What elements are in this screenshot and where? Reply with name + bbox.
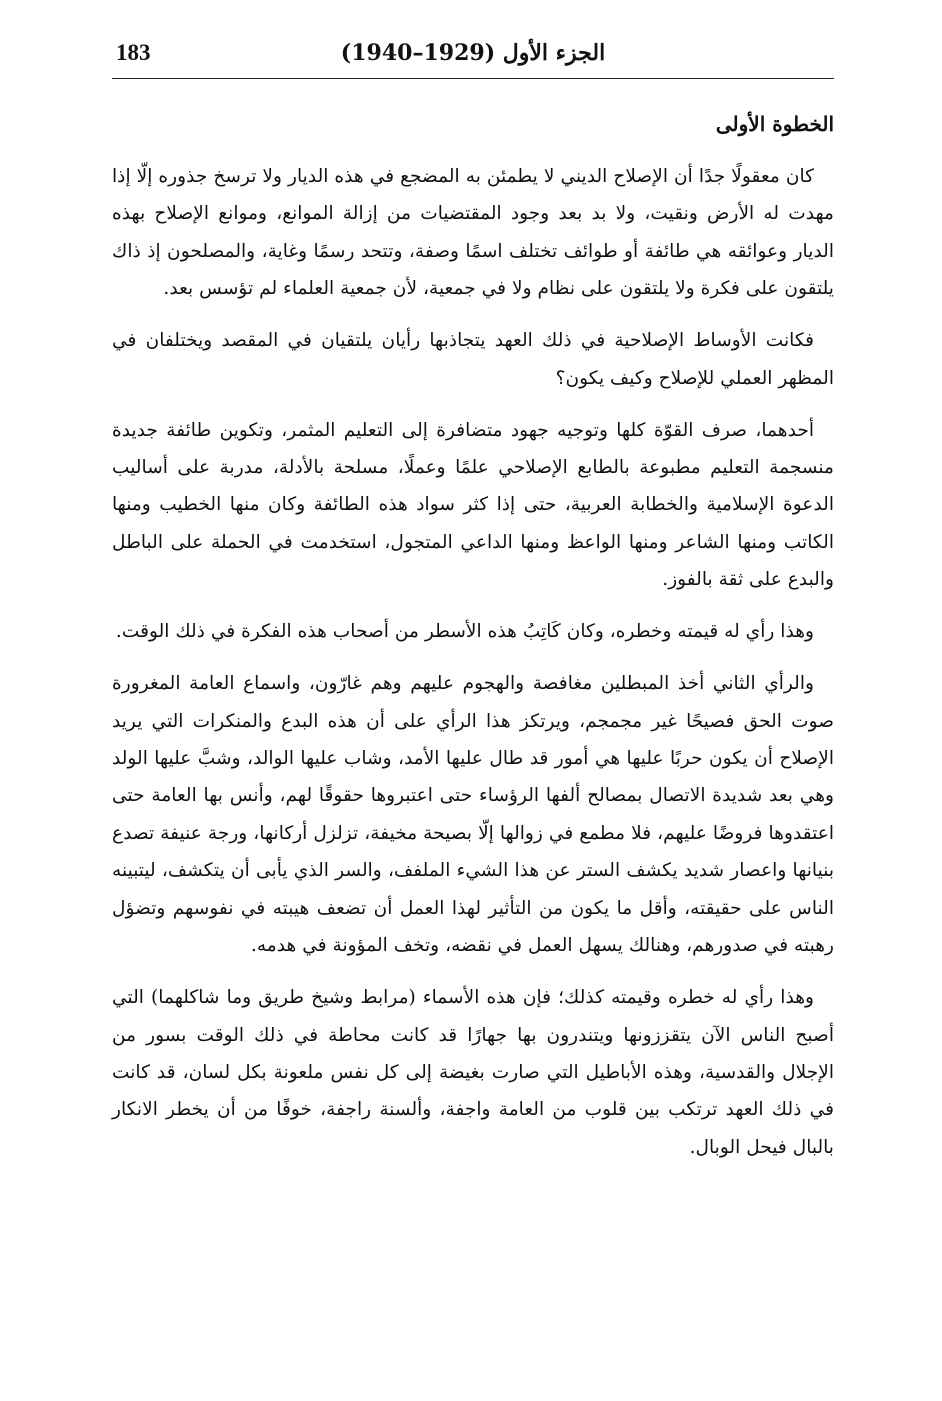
paragraph-1: كان معقولًا جدًا أن الإصلاح الديني لا يطمئن به المضجع في هذه الديار ولا ترسخ جذوره إلّا إذا مهدت له الأرض ونقيت، ولا بد بعد وجود المقتضيات من إزالة الموانع، وموانع الإصلاح بهذه الديار وعوائقه هي طائفة أو طوائف تختلف اسمًا وصفة، وتتحد رسمًا وغاية، والمصلحون إذ ذاك يلتقون على فكرة ولا يلتقون على نظام ولا في جمعية، لأن جمعية العلماء لم تؤسس بعد. [112, 166, 834, 300]
paragraph-6: وهذا رأي له خطره وقيمته كذلك؛ فإن هذه الأسماء (مرابط وشيخ طريق وما شاكلهما) التي أصبح الناس الآن يتقززونها ويتندرون بها جهارًا قد كانت محاطة في ذلك الوقت بسور من الإجلال والقدسية، وهذه الأباطيل التي صارت بغيضة إلى كل نفس ملعونة بكل لسان، قد كانت في ذلك العهد ترتكب بين قلوب من العامة واجفة، وألسنة راجفة، خوفًا من أن يخطر الانكار بالبال فيحل الوبال. [112, 987, 834, 1158]
paragraph-5: والرأي الثاني أخذ المبطلين مغافصة والهجوم عليهم وهم غارّون، واسماع العامة المغرورة صوت الحق فصيحًا غير مجمجم، ويرتكز هذا الرأي على أن هذه البدع والمنكرات التي يريد الإصلاح أن يكون حربًا عليها هي أمور قد طال عليها الأمد، وشاب عليها الوالد، وشبَّ عليها الولد وهي بعد شديدة الاتصال بمصالح ألفها الرؤساء حتى اعتبروها حقوقًا لهم، وأنس بها العامة حتى اعتقدوها فروضًا عليهم، فلا مطمع في زوالها إلّا بصيحة مخيفة، تزلزل أركانها، ورجة عنيفة تصدع بنيانها واعصار شديد يكشف الستر عن هذا الشيء الملفف، والسر الذي يأبى أن يتكشف، ليتبينه الناس على حقيقته، وأقل ما يكون من التأثير لهذا العمل أن تضعف هيبته في نفوسهم وتضؤل رهبته في صدورهم، وهنالك يسهل العمل في نقضه، وتخف المؤونة في هدمه. [112, 673, 834, 957]
paragraph-3: أحدهما، صرف القوّة كلها وتوجيه جهود متضافرة إلى التعليم المثمر، وتكوين طائفة جديدة منسجمة التعليم مطبوعة بالطابع الإصلاحي علمًا وعملًا، مسلحة بالأدلة، مدربة على أساليب الدعوة الإسلامية والخطابة العربية، حتى إذا كثر سواد هذه الطائفة وكان منها الخطيب ومنها الكاتب ومنها الشاعر ومنها الواعظ ومنها الداعي المتجول، استخدمت في الحملة على الباطل والبدع على ثقة بالفوز. [112, 419, 834, 591]
page-body [112, 108, 834, 1181]
paragraph-4: وهذا رأي له قيمته وخطره، وكان كَاتِبُ هذه الأسطر من أصحاب هذه الفكرة في ذلك الوقت. [115, 621, 814, 643]
page-number: 183 [116, 40, 151, 65]
header-rule [112, 78, 834, 79]
paragraph-2: فكانت الأوساط الإصلاحية في ذلك العهد يتجاذبها رأيان يلتقيان في المقصد ويختلفان في المظهر العملي للإصلاح وكيف يكون؟ [112, 330, 834, 389]
running-head [112, 36, 834, 76]
section-title: الخطوة الأولى [715, 112, 834, 136]
running-title: الجزء الأول (1929–1940) [340, 40, 606, 66]
